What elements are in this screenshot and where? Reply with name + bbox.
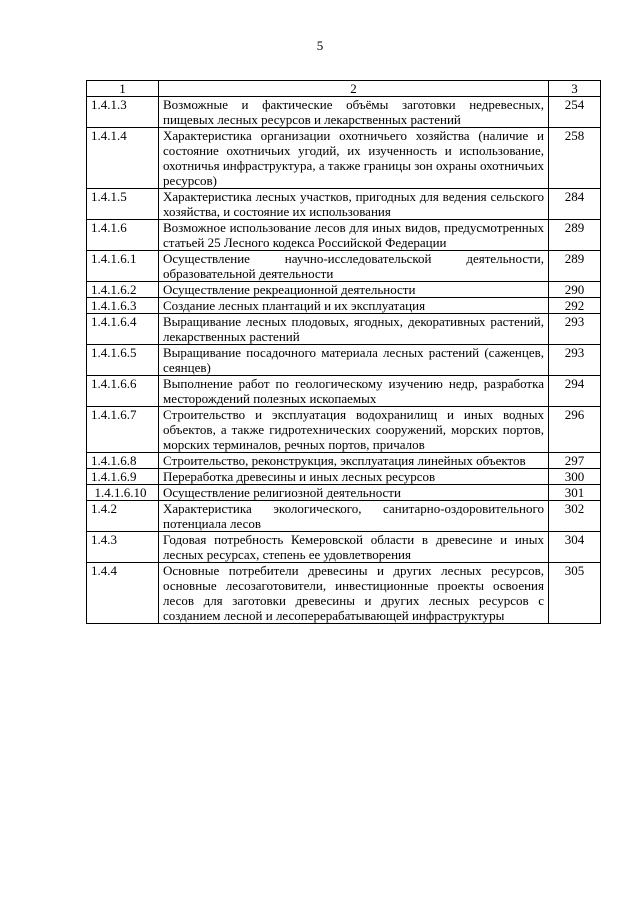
page-ref: 302 xyxy=(549,501,601,532)
page-ref: 289 xyxy=(549,220,601,251)
section-title: Строительство, реконструкция, эксплуатация линейных объектов xyxy=(159,453,549,469)
table-row xyxy=(87,97,601,128)
page-ref: 300 xyxy=(549,469,601,485)
table-row xyxy=(87,501,601,532)
section-number: 1.4.1.6.7 xyxy=(87,407,159,453)
table-row xyxy=(87,314,601,345)
section-title: Выполнение работ по геологическому изучению недр, разработка месторождений полезных ископаемых xyxy=(159,376,549,407)
section-number: 1.4.1.6.3 xyxy=(87,298,159,314)
section-number: 1.4.1.6.5 xyxy=(87,345,159,376)
page-ref: 294 xyxy=(549,376,601,407)
page-ref: 293 xyxy=(549,345,601,376)
section-number: 1.4.1.4 xyxy=(87,128,159,189)
section-number: 1.4.2 xyxy=(87,501,159,532)
section-number: 1.4.1.6.9 xyxy=(87,469,159,485)
section-title: Выращивание лесных плодовых, ягодных, декоративных растений, лекарственных растений xyxy=(159,314,549,345)
section-number: 1.4.1.6.8 xyxy=(87,453,159,469)
section-title: Возможные и фактические объёмы заготовки недревесных, пищевых лесных ресурсов и лекарственных растений xyxy=(159,97,549,128)
page-ref: 284 xyxy=(549,189,601,220)
section-title: Годовая потребность Кемеровской области в древесине и иных лесных ресурсах, степень ее удовлетворения xyxy=(159,532,549,563)
header-col-1: 1 xyxy=(87,81,159,97)
section-number: 1.4.4 xyxy=(87,563,159,624)
header-col-2: 2 xyxy=(159,81,549,97)
section-title: Переработка древесины и иных лесных ресурсов xyxy=(159,469,549,485)
section-title: Основные потребители древесины и других лесных ресурсов, основные лесозаготовители, инвестиционные проекты освоения лесов для заготовки древесины и других лесных ресурсов с созданием лесной и лесоперерабатывающей инфраструктуры xyxy=(159,563,549,624)
page-ref: 301 xyxy=(549,485,601,501)
table-row xyxy=(87,282,601,298)
table-row xyxy=(87,345,601,376)
page-ref: 304 xyxy=(549,532,601,563)
section-number: 1.4.1.3 xyxy=(87,97,159,128)
section-title: Выращивание посадочного материала лесных растений (саженцев, сеянцев) xyxy=(159,345,549,376)
section-title: Возможное использование лесов для иных видов, предусмотренных статьей 25 Лесного кодекса Российской Федерации xyxy=(159,220,549,251)
section-number: 1.4.1.5 xyxy=(87,189,159,220)
section-title: Осуществление научно-исследовательской деятельности, образовательной деятельности xyxy=(159,251,549,282)
table-row xyxy=(87,563,601,624)
table-row xyxy=(87,453,601,469)
table-row xyxy=(87,251,601,282)
page-number: 5 xyxy=(316,38,324,53)
table-row xyxy=(87,298,601,314)
header-col-3: 3 xyxy=(549,81,601,97)
table-row xyxy=(87,189,601,220)
section-number: 1.4.3 xyxy=(87,532,159,563)
section-title: Осуществление религиозной деятельности xyxy=(159,485,549,501)
table-row xyxy=(87,407,601,453)
section-title: Характеристика экологического, санитарно-оздоровительного потенциала лесов xyxy=(159,501,549,532)
page-ref: 297 xyxy=(549,453,601,469)
section-title: Характеристика организации охотничьего хозяйства (наличие и состояние охотничьих угодий, их изученность и использование, охотничья инфраструктура, а также границы зон охраны охотничьих ресурсов) xyxy=(159,128,549,189)
section-number: 1.4.1.6 xyxy=(87,220,159,251)
section-number: 1.4.1.6.10 xyxy=(87,485,159,501)
table-row xyxy=(87,469,601,485)
table-row xyxy=(87,128,601,189)
contents-table xyxy=(86,80,601,624)
page-ref: 289 xyxy=(549,251,601,282)
section-number: 1.4.1.6.1 xyxy=(87,251,159,282)
page-ref: 292 xyxy=(549,298,601,314)
page-ref: 254 xyxy=(549,97,601,128)
page-ref: 296 xyxy=(549,407,601,453)
section-title: Характеристика лесных участков, пригодных для ведения сельского хозяйства, и состояние их использования xyxy=(159,189,549,220)
section-number: 1.4.1.6.4 xyxy=(87,314,159,345)
header-row xyxy=(87,81,601,97)
section-title: Создание лесных плантаций и их эксплуатация xyxy=(159,298,549,314)
table-row xyxy=(87,220,601,251)
table-row xyxy=(87,485,601,501)
page-ref: 258 xyxy=(549,128,601,189)
section-number: 1.4.1.6.2 xyxy=(87,282,159,298)
page-ref: 305 xyxy=(549,563,601,624)
section-title: Осуществление рекреационной деятельности xyxy=(159,282,549,298)
section-title: Строительство и эксплуатация водохранилищ и иных водных объектов, а также гидротехнических сооружений, морских портов, морских терминалов, речных портов, причалов xyxy=(159,407,549,453)
section-number: 1.4.1.6.6 xyxy=(87,376,159,407)
page-ref: 290 xyxy=(549,282,601,298)
table-row xyxy=(87,376,601,407)
page-ref: 293 xyxy=(549,314,601,345)
table-row xyxy=(87,532,601,563)
